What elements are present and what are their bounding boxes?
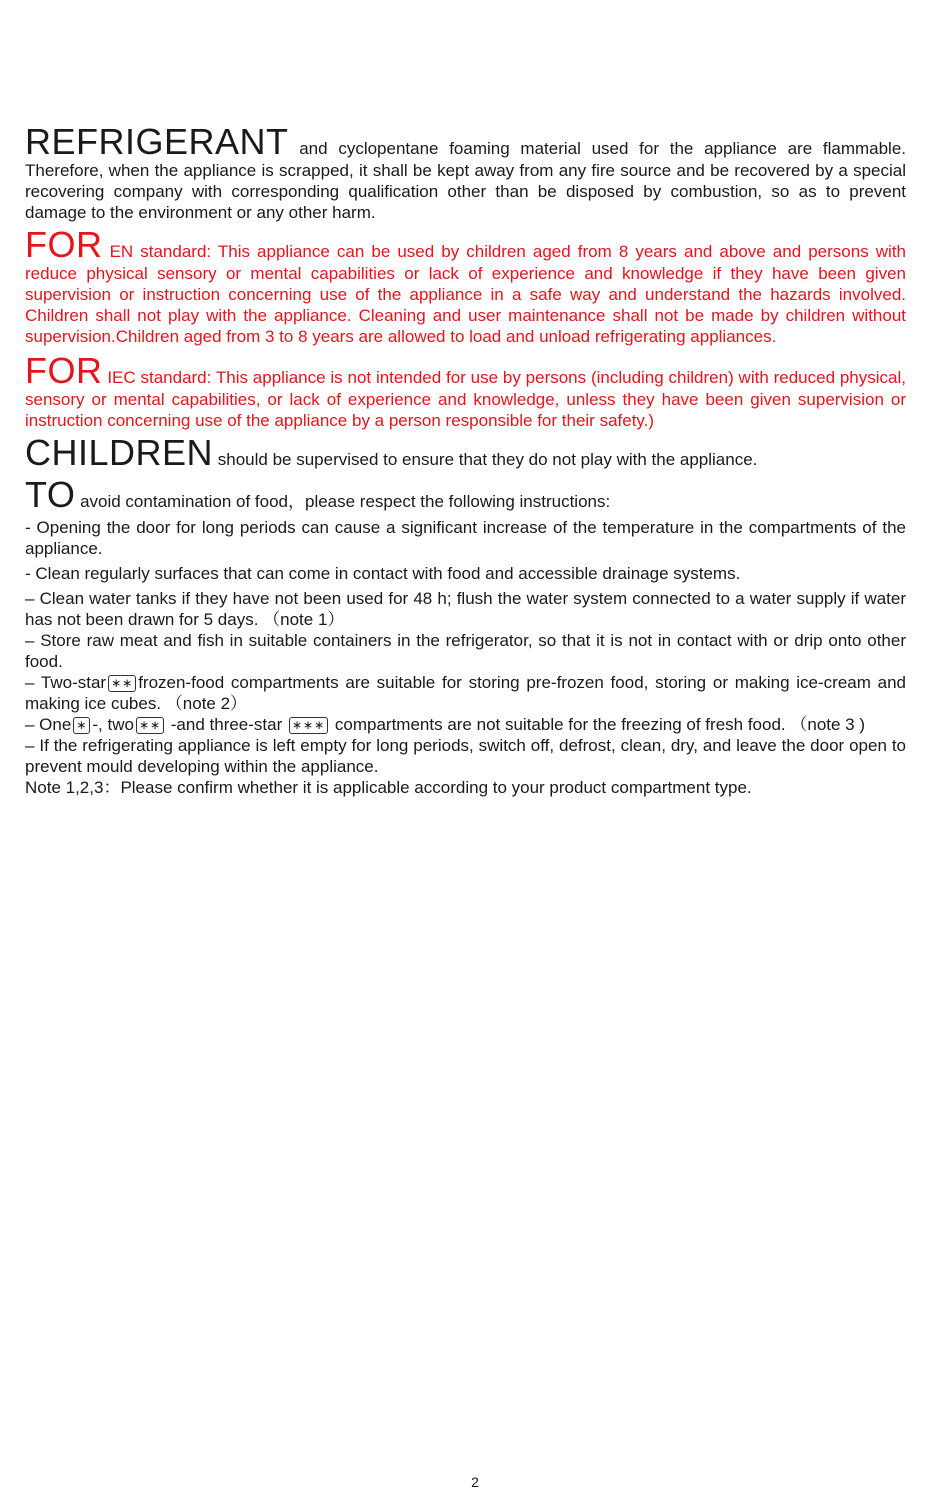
star-comp-pre-text: – One bbox=[25, 715, 72, 734]
to-lead-word: TO bbox=[25, 474, 76, 515]
iec-standard-lead-word: FOR bbox=[25, 350, 103, 391]
en-standard-text: EN standard: This appliance can be used by children aged from 8 years and above and persons with reduce physical sensory or mental capabilities or lack of experience and knowledge if they have been given supervision or instruction concerning use of the appliance in a safe way and understand the hazards involved. Children shall not play with the appliance. Cleaning and user maintenance shall not be made by children without supervision.Children aged from 3 to 8 years are allowed to load and unload refrigerating appliances. bbox=[25, 242, 906, 346]
one-star-symbol-icon: ∗ bbox=[73, 717, 90, 734]
two-star-post-text: frozen-food compartments are suitable for storing pre-frozen food, storing or making ice-cream and making ice cubes. （note 2） bbox=[25, 673, 906, 713]
compartment-note: Note 1,2,3：Please confirm whether it is applicable according to your product compartment type. bbox=[25, 778, 752, 797]
star-comp-post-text: compartments are not suitable for the freezing of fresh food. （note 3 ) bbox=[330, 715, 866, 734]
instruction-item-two-star bbox=[25, 672, 906, 714]
refrigerant-lead-word: REFRIGERANT bbox=[25, 121, 289, 162]
instruction-item-clean-surfaces: - Clean regularly surfaces that can come in contact with food and accessible drainage systems. bbox=[25, 564, 741, 583]
instruction-item-water-tanks: – Clean water tanks if they have not been used for 48 h; flush the water system connected to a water supply if water has not been drawn for 5 days. （note 1） bbox=[25, 589, 906, 629]
page-number: 2 bbox=[471, 1474, 479, 1490]
three-star-symbol-icon: ∗∗∗ bbox=[289, 717, 328, 734]
to-paragraph bbox=[25, 474, 906, 515]
to-text: avoid contamination of food，please respect the following instructions: bbox=[75, 492, 611, 511]
star-comp-mid1-text: -, two bbox=[92, 715, 134, 734]
instruction-item-empty-appliance: – If the refrigerating appliance is left empty for long periods, switch off, defrost, clean, dry, and leave the door open to prevent mould developing within the appliance. bbox=[25, 736, 906, 776]
refrigerant-paragraph bbox=[25, 121, 906, 223]
two-star-symbol-icon: ∗∗ bbox=[136, 717, 164, 734]
instruction-item-door: - Opening the door for long periods can cause a significant increase of the temperature in the compartments of the appliance. bbox=[25, 518, 906, 558]
children-lead-word: CHILDREN bbox=[25, 432, 214, 473]
instruction-item-star-compartments bbox=[25, 714, 906, 735]
two-star-symbol-icon: ∗∗ bbox=[108, 675, 136, 692]
instruction-item-raw-meat: – Store raw meat and fish in suitable containers in the refrigerator, so that it is not in contact with or drip onto other food. bbox=[25, 631, 906, 671]
refrigerant-text: and cyclopentane foaming material used for the appliance are flammable. Therefore, when the appliance is scrapped, it shall be kept away from any fire source and be recovered by a special recovering company with corresponding qualification other than be disposed by combustion, so as to prevent damage to the environment or any other harm. bbox=[25, 139, 906, 222]
children-paragraph bbox=[25, 432, 906, 473]
star-comp-mid2-text: -and three-star bbox=[166, 715, 287, 734]
children-text: should be supervised to ensure that they do not play with the appliance. bbox=[213, 450, 758, 469]
iec-standard-paragraph bbox=[25, 350, 906, 431]
en-standard-paragraph bbox=[25, 224, 906, 347]
en-standard-lead-word: FOR bbox=[25, 224, 103, 265]
iec-standard-text: IEC standard: This appliance is not intended for use by persons (including children) with reduced physical, sensory or mental capabilities, or lack of experience and knowledge, unless they have been given supervision or instruction concerning use of the appliance by a person responsible for their safety.) bbox=[25, 368, 906, 430]
two-star-pre-text: – Two-star bbox=[25, 673, 107, 692]
document-page bbox=[25, 121, 906, 798]
